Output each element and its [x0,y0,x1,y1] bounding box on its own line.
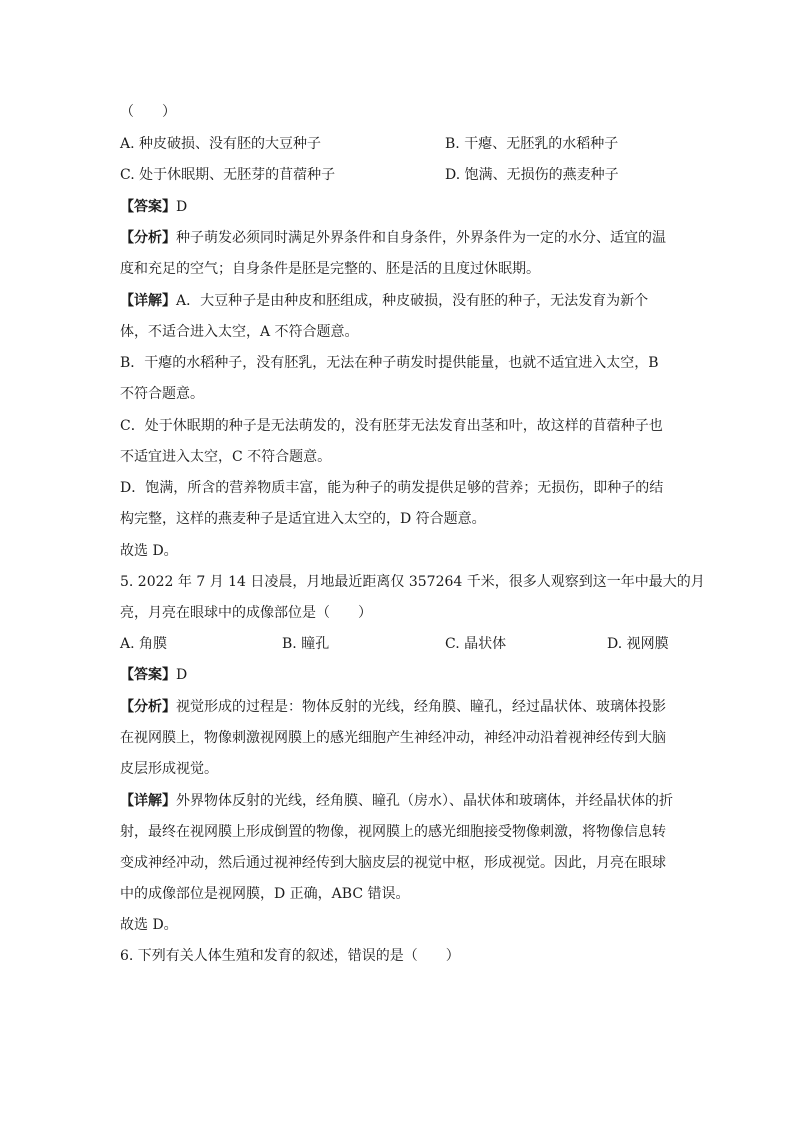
q6-stem: 6. 下列有关人体生殖和发育的叙述，错误的是（ ） [120,948,460,964]
q5-detail-line-2: 射，最终在视网膜上形成倒置的物像，视网膜上的感光细胞接受物像刺激，将物像信息转 [120,824,666,840]
q5-detail-label: 【详解】 [120,793,176,809]
q5-answer-label: 【答案】 [120,667,176,683]
q4-detail-line-3: B．干瘪的水稻种子，没有胚乳，无法在种子萌发时提供能量，也就不适宜进入太空，B [120,355,659,371]
q4-detail-line-2: 体，不适合进入太空，A 不符合题意。 [120,324,359,340]
q4-detail-line-7: D．饱满，所含的营养物质丰富，能为种子的萌发提供足够的营养；无损伤，即种子的结 [120,480,664,496]
q4-detail-text-1: A．大豆种子是由种皮和胚组成，种皮破损，没有胚的种子，无法发育为新个 [176,293,649,309]
q5-answer-value: D [176,667,188,683]
q5-option-c: C. 晶状体 [445,636,507,652]
q5-option-b: B. 瞳孔 [282,636,330,652]
q4-detail-line-5: C．处于休眠期的种子是无法萌发的，没有胚芽无法发育出茎和叶，故这样的苜蓿种子也 [120,418,663,434]
q5-option-a: A. 角膜 [120,636,168,652]
q4-analysis-line-1 [120,228,666,248]
q5-stem-line-1: 5. 2022 年 7 月 14 日凌晨，月地最近距离仅 357264 千米，很多人观察到这一年中最大的月 [120,574,705,590]
q4-conclusion: 故选 D。 [120,543,178,559]
q4-detail-line-8: 构完整，这样的燕麦种子是适宜进入太空的，D 符合题意。 [120,511,486,527]
q4-answer [120,197,187,217]
q5-detail-line-1 [120,791,673,811]
q5-detail-line-4: 中的成像部位是视网膜，D 正确，ABC 错误。 [120,886,410,902]
q4-analysis-text-1: 种子萌发必须同时满足外界条件和自身条件，外界条件为一定的水分、适宜的温 [176,230,666,246]
q4-option-d: D. 饱满、无损伤的燕麦种子 [445,167,619,183]
q5-analysis-text-1: 视觉形成的过程是：物体反射的光线，经角膜、瞳孔，经过晶状体、玻璃体投影 [176,699,666,715]
q4-detail-line-1 [120,291,648,311]
q4-analysis-label: 【分析】 [120,230,176,246]
q5-detail-text-1: 外界物体反射的光线，经角膜、瞳孔（房水）、晶状体和玻璃体，并经晶状体的折 [176,793,673,809]
q4-detail-line-6: 不适宜进入太空，C 不符合题意。 [120,449,332,465]
q4-option-a: A. 种皮破损、没有胚的大豆种子 [120,136,322,152]
q4-option-c: C. 处于休眠期、无胚芽的苜蓿种子 [120,167,336,183]
q5-conclusion: 故选 D。 [120,917,178,933]
q5-detail-line-3: 变成神经冲动，然后通过视神经传到大脑皮层的视觉中枢，形成视觉。因此，月亮在眼球 [120,855,666,871]
q5-answer [120,665,187,685]
q5-analysis-line-3: 皮层形成视觉。 [120,761,218,777]
q5-analysis-line-1 [120,697,666,717]
q5-option-d: D. 视网膜 [607,636,669,652]
q4-option-b: B. 干瘪、无胚乳的水稻种子 [445,136,619,152]
q4-stem-tail: （ ） [120,104,176,120]
q4-detail-label: 【详解】 [120,293,176,309]
q5-analysis-line-2: 在视网膜上，物像刺激视网膜上的感光细胞产生神经冲动，神经冲动沿着视神经传到大脑 [120,730,666,746]
q4-detail-line-4: 不符合题意。 [120,386,204,402]
q5-analysis-label: 【分析】 [120,699,176,715]
q5-stem-line-2: 亮，月亮在眼球中的成像部位是（ ） [120,605,372,621]
q4-answer-value: D [176,199,188,215]
q4-answer-label: 【答案】 [120,199,176,215]
q4-analysis-line-2: 度和充足的空气；自身条件是胚是完整的、胚是活的且度过休眠期。 [120,261,540,277]
